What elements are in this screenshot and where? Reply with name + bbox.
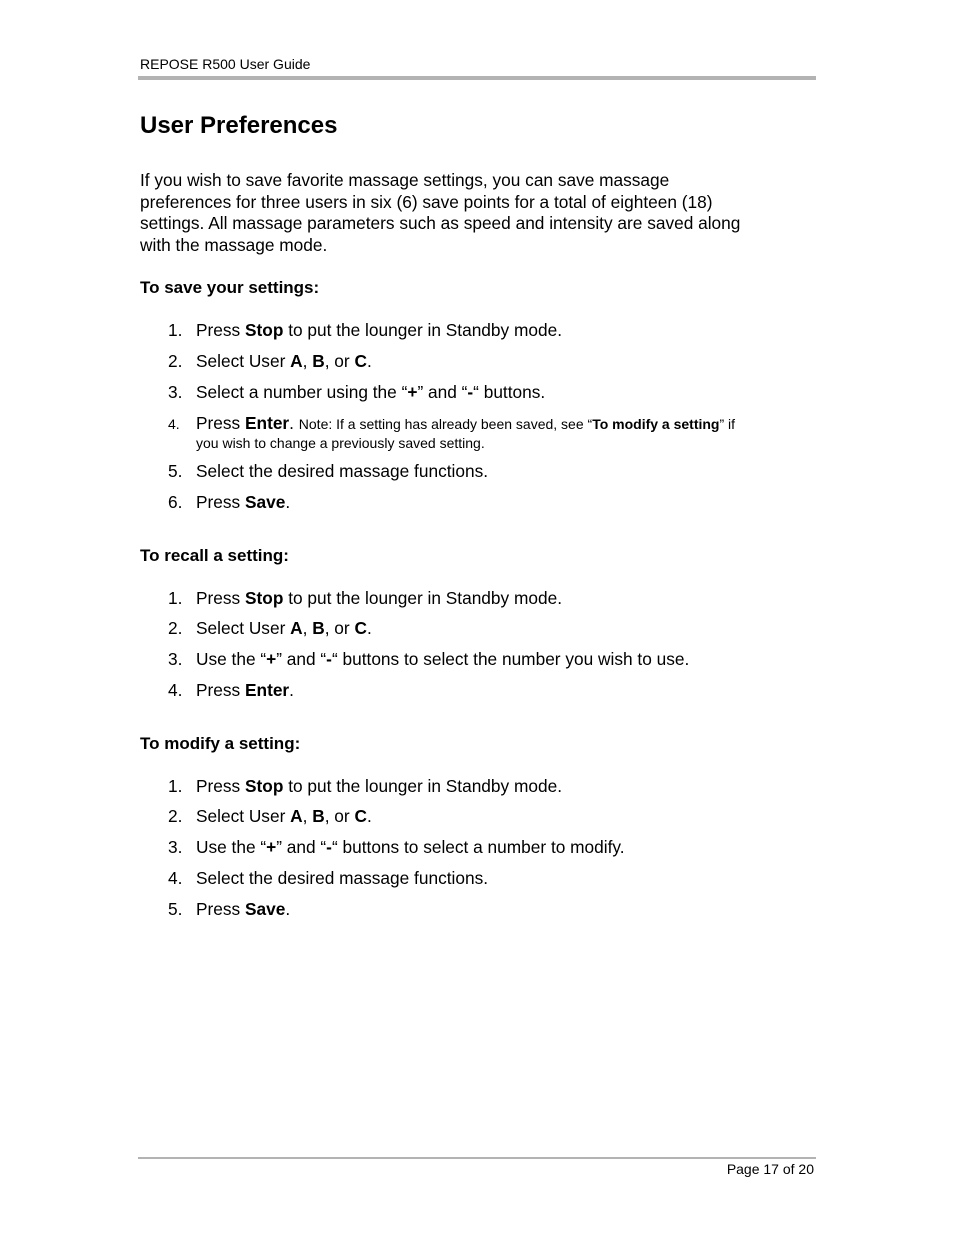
save-section-heading: To save your settings: [140, 278, 320, 297]
list-item: 3. Use the “+” and “-“ buttons to select the number you wish to use. [168, 649, 690, 669]
list-item: 5. Select the desired massage functions. [168, 461, 489, 481]
page-title: User Preferences [140, 112, 338, 139]
list-item: 5. Press Save. [168, 899, 291, 919]
intro-line: settings. All massage parameters such as speed and intensity are saved along [140, 213, 741, 233]
list-item: 4. Press Enter. [168, 680, 294, 700]
list-item: 3. Select a number using the “+” and “-“ buttons. [168, 382, 546, 402]
intro-line: If you wish to save favorite massage settings, you can save massage [140, 170, 670, 190]
intro-paragraph [140, 170, 810, 256]
list-item: 1. Press Stop to put the lounger in Standby mode. [168, 588, 563, 608]
recall-section-heading: To recall a setting: [140, 546, 289, 565]
list-item: 1. Press Stop to put the lounger in Standby mode. [168, 320, 563, 340]
modify-section-heading: To modify a setting: [140, 734, 301, 753]
intro-line: with the massage mode. [140, 234, 328, 255]
header-title: REPOSE R500 User Guide [140, 56, 311, 72]
list-item: 2. Select User A, B, or C. [168, 618, 372, 638]
list-item: 4. Select the desired massage functions. [168, 868, 489, 888]
header-divider [138, 76, 816, 80]
list-item: 2. Select User A, B, or C. [168, 351, 372, 371]
list-item: 6. Press Save. [168, 492, 291, 512]
list-item: 2. Select User A, B, or C. [168, 806, 372, 826]
intro-line: preferences for three users in six (6) save points for a total of eighteen (18) [140, 191, 713, 212]
list-item: 1. Press Stop to put the lounger in Standby mode. [168, 776, 563, 796]
footer-divider [138, 1157, 816, 1159]
list-item: 3. Use the “+” and “-“ buttons to select a number to modify. [168, 837, 625, 857]
list-item: 4. Press Enter. Note: If a setting has already been saved, see “To modify a setting” if you wish to change a previously saved setting. [168, 413, 736, 451]
page-number: Page 17 of 20 [726, 1161, 814, 1177]
